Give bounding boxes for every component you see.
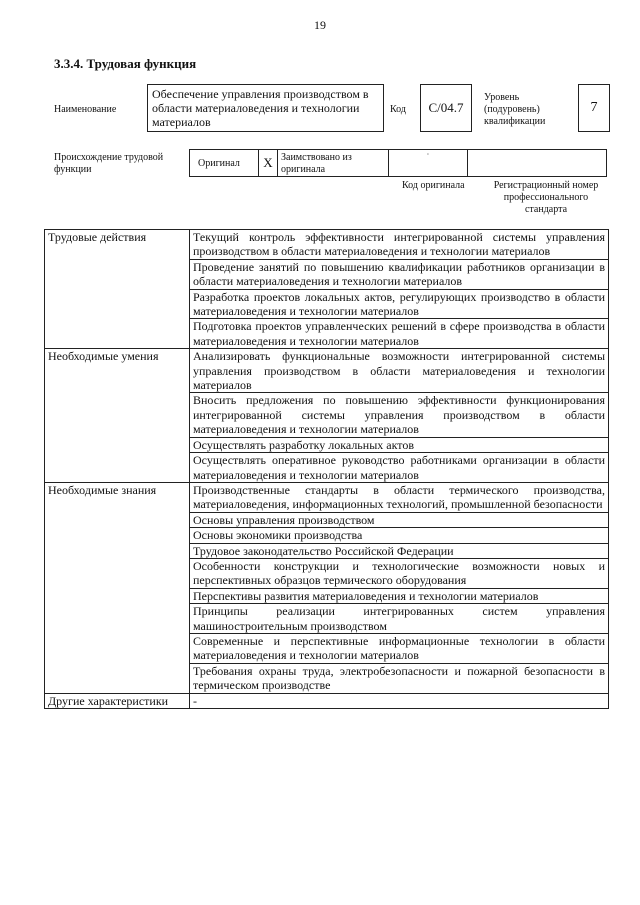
function-code-box: С/04.7 (420, 84, 472, 132)
origin-label: Происхождение трудовой функции (54, 152, 164, 175)
item-cell: Вносить предложения по повышению эффективности функционирования интегрированной системы управления производством в области материаловедения и технологии материалов (190, 393, 609, 437)
code-label: Код (390, 104, 406, 115)
item-cell: Производственные стандарты в области термического производства, материаловедения, информационных технологий, промышленной безопасности (190, 482, 609, 512)
origin-row (190, 149, 610, 177)
function-details-table (44, 229, 609, 709)
category-cell: Другие характеристики (45, 693, 190, 708)
item-cell: Разработка проектов локальных актов, регулирующих производство в области материаловедения и технологии материалов (190, 289, 609, 319)
registration-number-cell (467, 149, 607, 177)
category-cell: Необходимые умения (45, 349, 190, 483)
section-title: 3.3.4. Трудовая функция (54, 56, 197, 71)
table-row (45, 349, 609, 393)
item-cell: - (190, 693, 609, 708)
category-cell: Трудовые действия (45, 230, 190, 349)
item-cell: Текущий контроль эффективности интегрированной системы управления производством в области материаловедения и технологии материалов (190, 230, 609, 260)
qualification-level-label (484, 92, 545, 128)
level-label-line-3: квалификации (484, 116, 546, 127)
table-row (45, 482, 609, 512)
item-cell: Осуществлять разработку локальных актов (190, 437, 609, 452)
function-name-box: Обеспечение управления производством в области материаловедения и технологии материалов (147, 84, 384, 132)
original-cell: Оригинал (189, 149, 259, 177)
item-cell: Перспективы развития материаловедения и технологии материалов (190, 588, 609, 603)
level-label-line-1: Уровень (484, 92, 520, 103)
name-label: Наименование (54, 104, 117, 115)
item-cell: Осуществлять оперативное руководство работниками организации в области материаловедения и технологии материалов (190, 453, 609, 483)
item-cell: Трудовое законодательство Российской Федерации (190, 543, 609, 558)
original-mark: X (258, 149, 278, 177)
item-cell: Подготовка проектов управленческих решений в сфере производства в области материаловедения и технологии материалов (190, 319, 609, 349)
registration-number-label: Регистрационный номер профессионального стандарта (493, 180, 599, 215)
original-code-cell: · (388, 149, 468, 177)
item-cell: Основы экономики производства (190, 528, 609, 543)
item-cell: Анализировать функциональные возможности интегрированной системы управления производством в области материаловедения и технологии материалов (190, 349, 609, 393)
item-cell: Требования охраны труда, электробезопасности и пожарной безопасности в термическом производстве (190, 663, 609, 693)
item-cell: Проведение занятий по повышению квалификации работников организации в области материаловедения и технологии материалов (190, 259, 609, 289)
page-number: 19 (314, 18, 326, 32)
item-cell: Особенности конструкции и технологические возможности новых и перспективных образцов термического оборудования (190, 558, 609, 588)
item-cell: Основы управления производством (190, 512, 609, 527)
level-label-line-2: (подуровень) (484, 104, 540, 115)
category-cell: Необходимые знания (45, 482, 190, 693)
original-code-label: Код оригинала (402, 180, 465, 191)
qualification-level-box: 7 (578, 84, 610, 132)
table-row (45, 693, 609, 708)
item-cell: Современные и перспективные информационные технологии в области материаловедения и технологии материалов (190, 633, 609, 663)
item-cell: Принципы реализации интегрированных систем управления машиностроительным производством (190, 604, 609, 634)
borrowed-cell: Заимствовано из оригинала (277, 149, 389, 177)
table-row (45, 230, 609, 260)
